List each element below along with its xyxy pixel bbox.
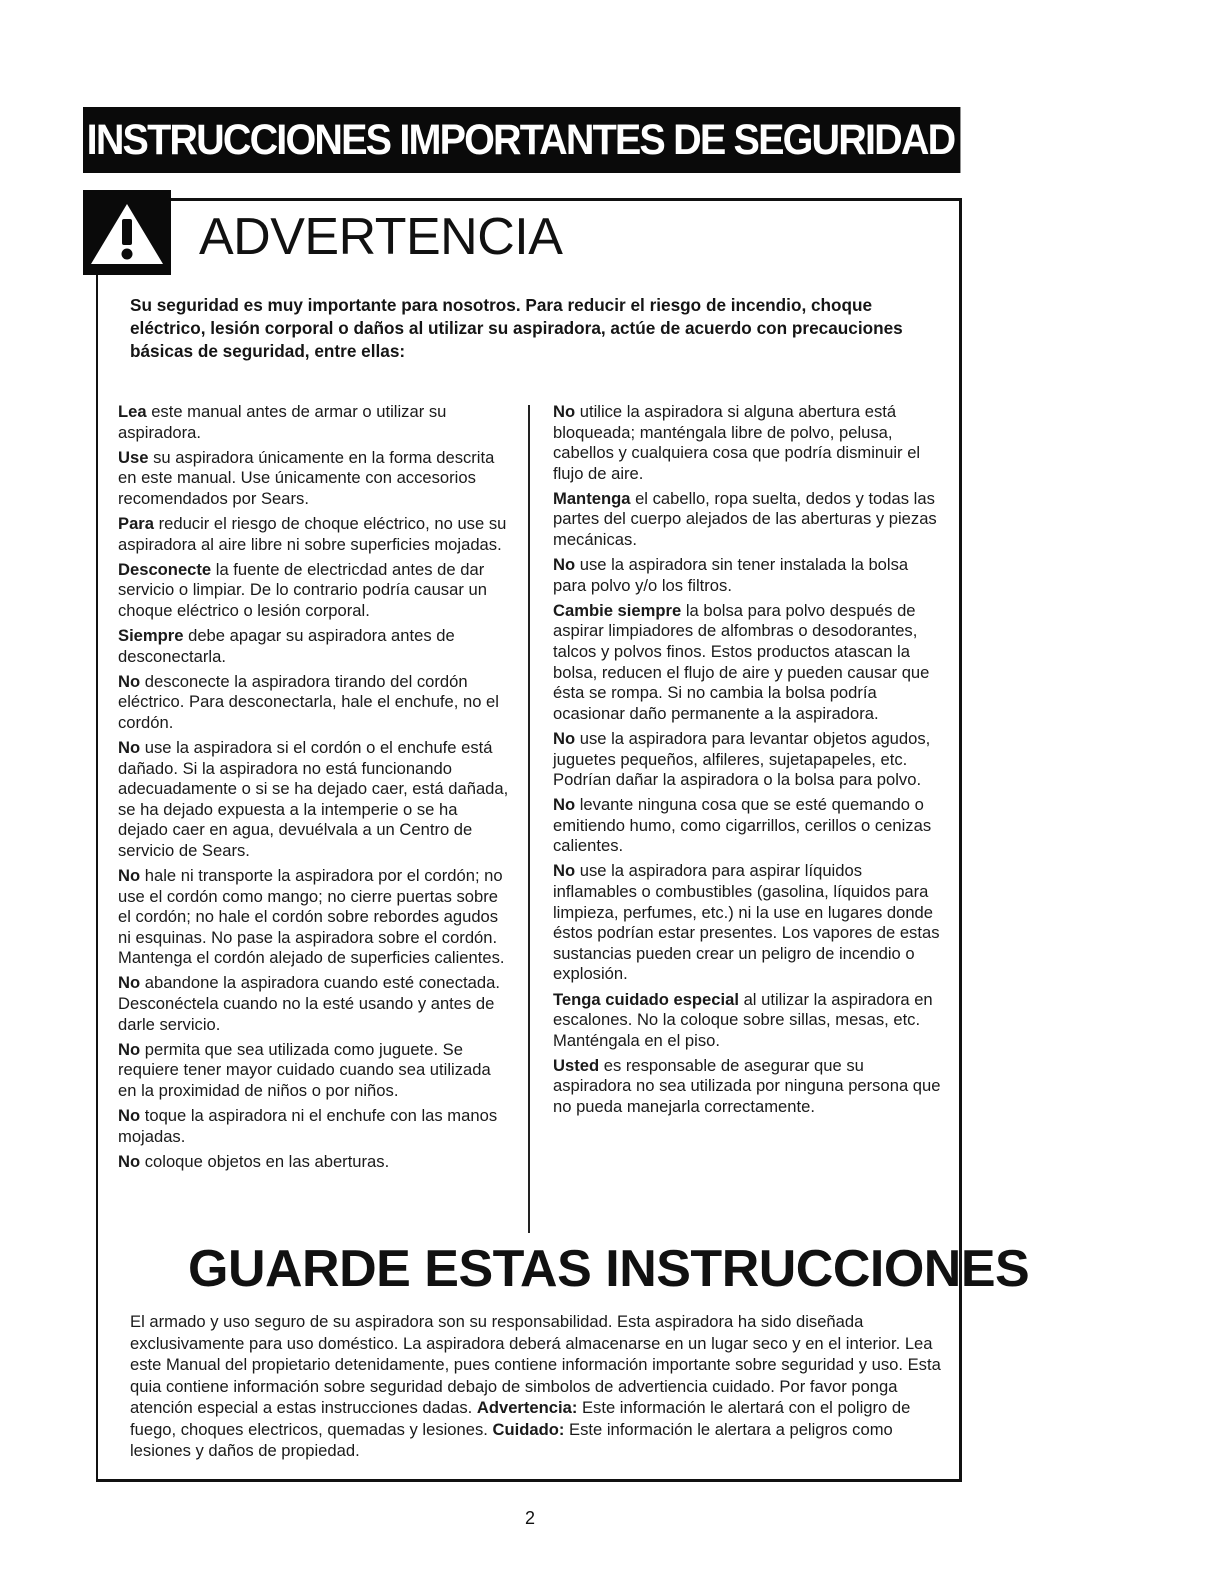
safety-item-lead: Tenga cuidado especial <box>553 989 739 1009</box>
safety-item-text: el cabello, ropa suelta, dedos y todas las partes del cuerpo alejados de las aberturas y piezas mecánicas. <box>553 488 937 550</box>
safety-item-text: este manual antes de armar o utilizar su aspiradora. <box>118 402 447 442</box>
safety-item <box>553 1056 945 1118</box>
safety-item <box>553 402 945 484</box>
safety-item-lead: No <box>118 1039 141 1059</box>
closing-text-1: El armado y uso seguro de su aspiradora son su responsabilidad. Esta aspiradora ha sido diseñada exclusivamente para uso doméstico. La aspiradora deberá almacenarse en un lugar seco y en el interior. Lea este Manual del propietario detenidamente, pues contiene información importante sobre seguridad y uso. Esta quia contiene información sobre seguridad debajo de simbolos de advertiencia cuidado. Por favor ponga atención especial a estas instrucciones dadas. <box>130 1312 941 1417</box>
safety-item-text: es responsable de asegurar que su aspiradora no sea utilizada por ninguna persona que no pueda manejarla correctamente. <box>553 1055 941 1116</box>
save-instructions-title: GUARDE ESTAS INSTRUCCIONES <box>188 1240 1030 1298</box>
safety-item <box>118 1152 510 1173</box>
safety-item-lead: No <box>553 795 576 815</box>
safety-item <box>118 448 510 510</box>
safety-item <box>118 560 510 622</box>
safety-item <box>118 738 510 862</box>
cuidado-label: Cuidado: <box>492 1419 565 1439</box>
safety-item-text: coloque objetos en las aberturas. <box>140 1151 390 1171</box>
safety-item-lead: No <box>118 671 141 691</box>
right-column <box>553 402 945 1122</box>
safety-item-text: su aspiradora únicamente en la forma descrita en este manual. Use únicamente con accesorios recomendados por Sears. <box>118 447 495 508</box>
safety-item-text: permita que sea utilizada como juguete. Se requiere tener mayor cuidado cuando sea utilizada en la proximidad de niños o por niños. <box>118 1039 491 1100</box>
safety-banner-title: INSTRUCCIONES IMPORTANTES DE SEGURIDAD <box>83 107 960 173</box>
left-column <box>118 402 510 1177</box>
safety-item <box>118 672 510 734</box>
safety-item <box>553 861 945 985</box>
safety-item <box>553 555 945 596</box>
closing-text-2: Este información le alertará con el poligro de fuego, choques electricos, quemadas y lesiones. <box>130 1398 911 1439</box>
safety-item-text: desconecte la aspiradora tirando del cordón eléctrico. Para desconectarla, hale el enchufe, no el cordón. <box>118 671 499 732</box>
safety-item <box>553 795 945 857</box>
safety-item-lead: No <box>553 402 576 421</box>
safety-item-lead: Siempre <box>118 625 184 645</box>
warning-title: ADVERTENCIA <box>199 208 563 266</box>
safety-item-lead: No <box>118 973 141 993</box>
safety-item <box>118 973 510 1035</box>
page-number: 2 <box>524 1508 535 1528</box>
safety-item <box>118 402 510 443</box>
safety-item-text: abandone la aspiradora cuando esté conectada. Desconéctela cuando no la esté usando y antes de darle servicio. <box>118 973 500 1034</box>
safety-item <box>118 1040 510 1102</box>
safety-item-lead: Usted <box>553 1055 600 1075</box>
safety-item-lead: Use <box>118 447 149 467</box>
safety-item <box>553 729 945 791</box>
safety-item-text: use la aspiradora sin tener instalada la bolsa para polvo y/o los filtros. <box>553 555 909 595</box>
safety-item-text: hale ni transporte la aspiradora por el cordón; no use el cordón como mango; no cierre puertas sobre el cordón; no hale el cordón sobre rebordes agudos ni esquinas. No pase la aspiradora sobre el cordón. Mantenga el cordón alejado de superficies calientes. <box>118 865 505 968</box>
safety-item <box>118 866 510 969</box>
safety-item-lead: No <box>553 728 576 748</box>
safety-item-text: al utilizar la aspiradora en escalones. No la coloque sobre sillas, mesas, etc. Manténgala en el piso. <box>553 989 933 1050</box>
closing-text-3: Este información le alertara a peligros como lesiones y daños de propiedad. <box>130 1419 893 1460</box>
safety-item-lead: No <box>553 555 576 575</box>
safety-item <box>553 489 945 551</box>
safety-item-text: la fuente de electricdad antes de dar servicio o limpiar. De lo contrario podría causar un choque eléctrico o lesión corporal. <box>118 559 487 620</box>
safety-item-lead: Desconecte <box>118 559 212 579</box>
safety-item-lead: Para <box>118 513 154 533</box>
safety-item-text: utilice la aspiradora si alguna abertura está bloqueada; manténgala libre de polvo, pelusa, cabellos y cualquiera cosa que podría disminuir el flujo de aire. <box>553 402 921 483</box>
warning-triangle-icon <box>88 201 166 267</box>
safety-item-text: debe apagar su aspiradora antes de desconectarla. <box>118 625 455 666</box>
advertencia-label: Advertencia: <box>476 1398 578 1417</box>
safety-item <box>118 626 510 667</box>
safety-item-lead: Mantenga <box>553 488 631 508</box>
safety-item-text: levante ninguna cosa que se esté quemando o emitiendo humo, como cigarrillos, cerillos o cenizas calientes. <box>553 795 932 856</box>
safety-item-lead: No <box>118 1151 141 1171</box>
safety-item-lead: No <box>118 1106 141 1125</box>
safety-item-lead: No <box>118 737 141 757</box>
safety-item <box>118 1106 510 1147</box>
safety-item-text: reducir el riesgo de choque eléctrico, no use su aspiradora al aire libre ni sobre superficies mojadas. <box>118 513 507 554</box>
safety-item-text: use la aspiradora si el cordón o el enchufe está dañado. Si la aspiradora no está funcionando adecuadamente o si se ha dejado caer, está dañada, se ha dejado expuesta a la intemperie o se ha dejado caer en agua, devuélvala a un Centro de servicio de Sears. <box>118 737 509 860</box>
safety-item-lead: No <box>553 861 576 881</box>
safety-item-lead: No <box>118 865 141 885</box>
safety-item-text: use la aspiradora para levantar objetos agudos, juguetes pequeños, alfileres, sujetapapeles, etc. Podrían dañar la aspiradora o la bolsa para polvo. <box>553 728 931 790</box>
safety-item-text: toque la aspiradora ni el enchufe con las manos mojadas. <box>118 1106 498 1146</box>
safety-item-lead: Lea <box>118 402 147 421</box>
warning-intro: Su seguridad es muy importante para nosotros. Para reducir el riesgo de incendio, choque eléctrico, lesión corporal o daños al utilizar su aspiradora, actúe de acuerdo con precauciones básicas de seguridad, entre ellas: <box>130 295 903 361</box>
safety-item <box>553 990 945 1052</box>
safety-item <box>118 514 510 555</box>
safety-item <box>553 601 945 725</box>
safety-item-text: use la aspiradora para aspirar líquidos inflamables o combustibles (gasolina, líquidos para limpieza, perfumes, etc.) ni la use en lugares donde éstos podrían estar presentes. Los vapores de estas sustancias pueden crear un peligro de incendio o explosión. <box>553 861 940 984</box>
column-divider <box>528 405 530 1233</box>
warning-icon-block <box>83 190 171 275</box>
safety-item-text: la bolsa para polvo después de aspirar limpiadores de alfombras o desodorantes, talcos y polvos finos. Estos productos atascan la bolsa, reducen el flujo de aire y pueden causar que ésta se rompa. Si no cambia la bolsa podría ocasionar daño permanente a la aspiradora. <box>553 600 930 723</box>
closing-paragraph <box>130 1311 950 1462</box>
safety-item-lead: Cambie siempre <box>553 600 682 620</box>
